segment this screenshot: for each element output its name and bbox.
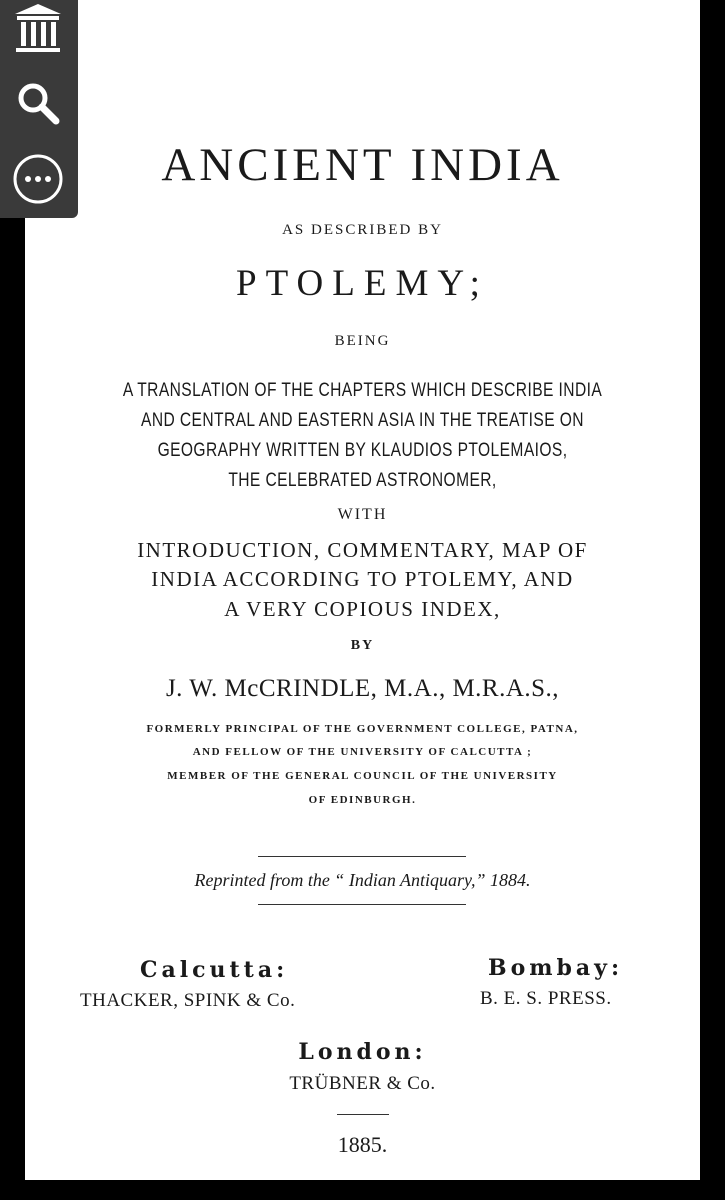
translation-line: AND CENTRAL AND EASTERN ASIA IN THE TREATISE ON [141, 410, 584, 431]
affiliation-line: FORMERLY PRINCIPAL OF THE GOVERNMENT COLLEGE, PATNA, [146, 723, 579, 735]
being-label: BEING [334, 333, 391, 349]
affiliation-line: MEMBER OF THE GENERAL COUNCIL OF THE UNIVERSITY [167, 770, 558, 782]
more-button[interactable] [9, 150, 67, 208]
book-title: ANCIENT INDIA [161, 139, 564, 191]
reader-toolbar [0, 0, 78, 218]
by-label: BY [350, 638, 375, 653]
as-described-by: AS DESCRIBED BY [282, 222, 443, 238]
subject-name: PTOLEMY; [236, 263, 489, 304]
divider-rule [258, 904, 466, 905]
affiliation-line: OF EDINBURGH. [308, 794, 417, 806]
calcutta-publisher: THACKER, SPINK & Co. [80, 990, 296, 1011]
intro-line: A VERY COPIOUS INDEX, [224, 597, 501, 621]
search-icon [13, 78, 63, 128]
affiliation-line: AND FELLOW OF THE UNIVERSITY OF CALCUTTA ; [192, 746, 533, 758]
bombay-city: Bombay: [488, 955, 624, 981]
library-button[interactable] [9, 0, 67, 58]
library-icon [13, 2, 63, 56]
london-publisher: TRÜBNER & Co. [289, 1073, 436, 1094]
translation-line: THE CELEBRATED ASTRONOMER, [228, 470, 497, 491]
translation-line: A TRANSLATION OF THE CHAPTERS WHICH DESCRIBE INDIA [122, 380, 603, 401]
reprint-note: Reprinted from the “ Indian Antiquary,” 1884. [194, 870, 531, 890]
divider-rule [258, 856, 466, 857]
intro-line: INTRODUCTION, COMMENTARY, MAP OF [137, 538, 588, 562]
with-label: WITH [337, 506, 388, 523]
intro-line: INDIA ACCORDING TO PTOLEMY, AND [151, 567, 574, 591]
translation-line: GEOGRAPHY WRITTEN BY KLAUDIOS PTOLEMAIOS, [157, 440, 568, 461]
more-icon [11, 152, 65, 206]
search-button[interactable] [9, 74, 67, 132]
divider-rule [337, 1114, 389, 1115]
bombay-publisher: B. E. S. PRESS. [480, 988, 612, 1009]
london-city: London: [298, 1039, 427, 1065]
calcutta-city: Calcutta: [140, 957, 289, 983]
publication-year: 1885. [337, 1132, 388, 1157]
author-name: J. W. McCRINDLE, M.A., M.R.A.S., [165, 675, 560, 702]
